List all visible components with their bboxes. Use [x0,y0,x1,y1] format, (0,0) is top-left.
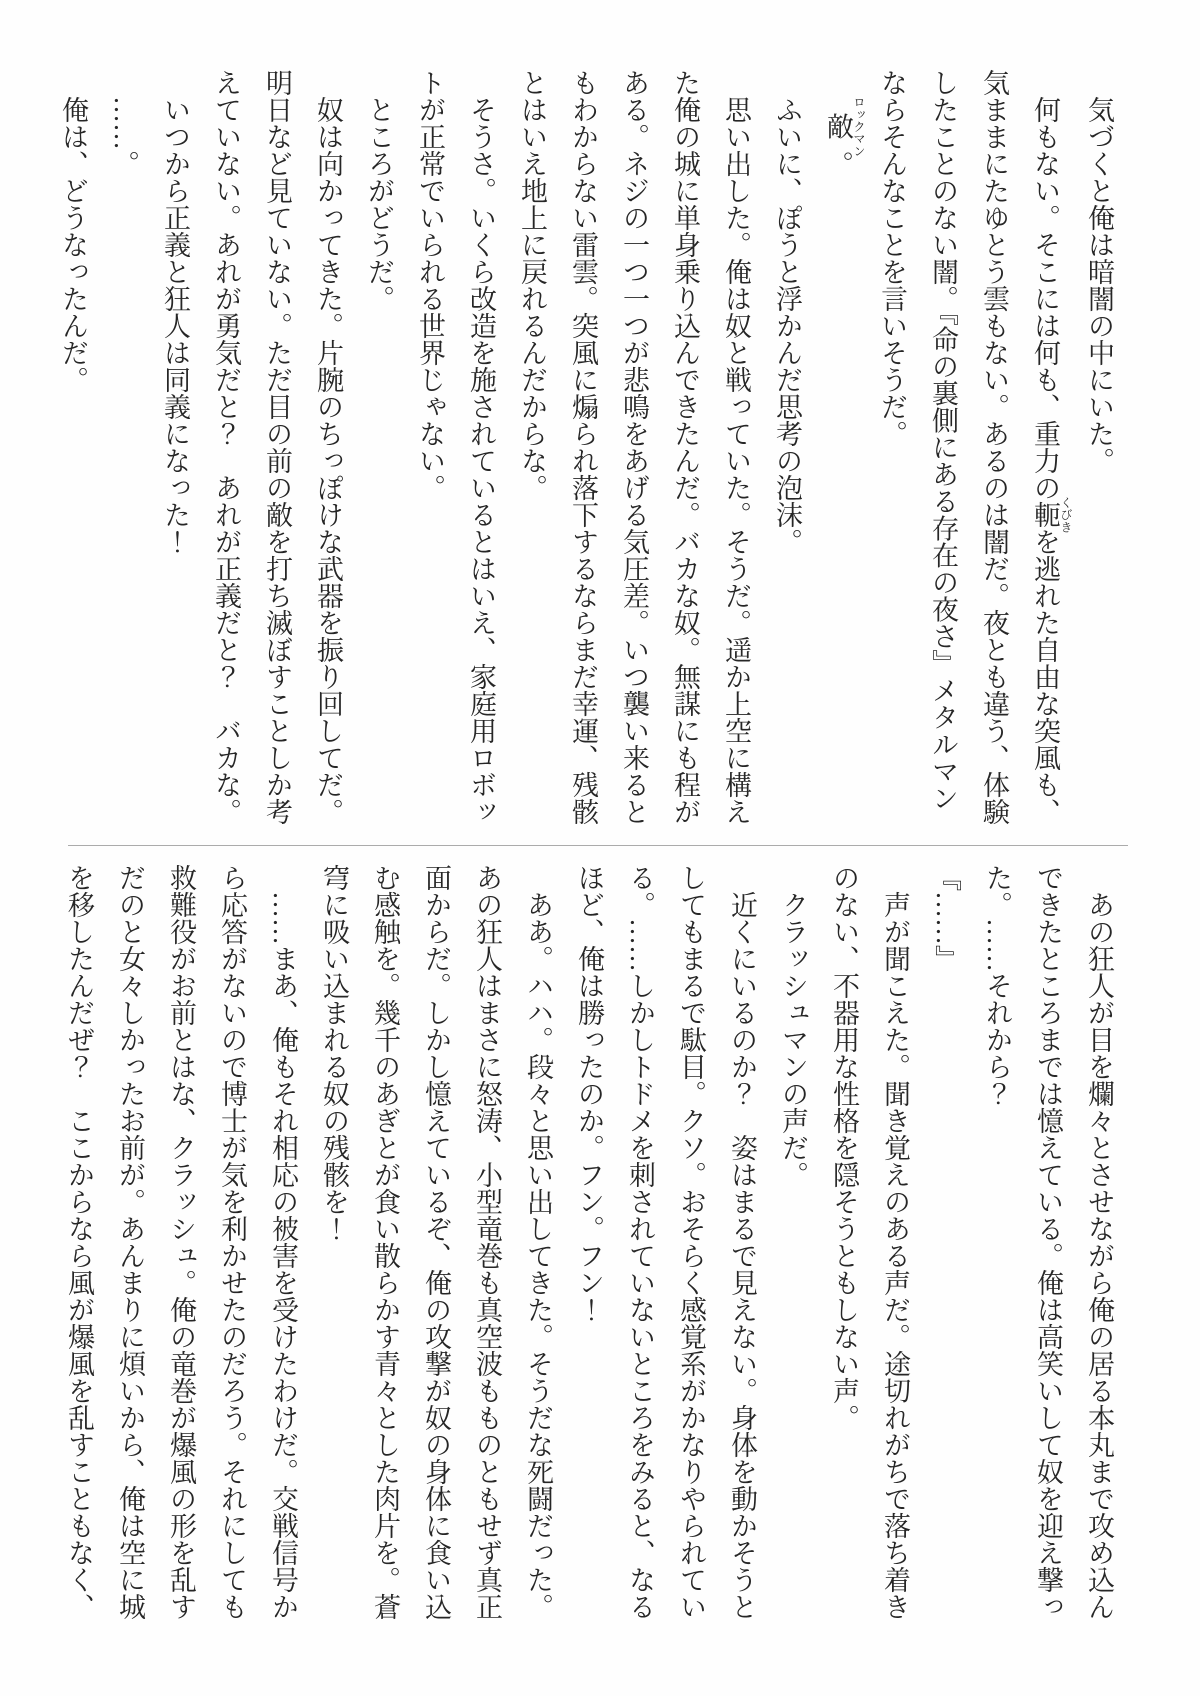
bottom-text-block [53,864,1124,1622]
text-column: た俺の城に単身乗り込んできたんだ。バカな奴。無謀にも程が [670,69,700,825]
text-column: ふいに、ぽうと浮かんだ思考の泡沫。 [772,96,802,555]
text-column: る。……しかしトドメを刺されていないところをみると、なる [625,864,655,1620]
text-column: 敵 ロックマン。 [823,96,866,178]
text-column: ら応答がないので博士が気を利かせたのだろう。それにしても [217,864,247,1620]
text-column: た。……それから？ [982,864,1012,1107]
text-column: いつから正義と狂人は同義になった！ [160,96,190,555]
text-column: 明日など見ていない。ただ目の前の敵を打ち滅ぼすことしか考 [262,69,292,825]
top-text-block [47,69,1124,827]
text-column: 『……』 [931,864,961,972]
text-column: 奴は向かってきた。片腕のちっぽけな武器を振り回してだ。 [313,96,343,825]
text-column: もわからない雷雲。突風に煽られ落下するならまだ幸運、残骸 [568,69,598,825]
text-column: 気づくと俺は暗闇の中にいた。 [1084,96,1114,474]
text-column: してもまるで駄目。クソ。おそらく感覚系がかなりやられてい [676,864,706,1620]
text-column: トが正常でいられる世界じゃない。 [415,69,445,501]
text-column: 俺は、どうなったんだ。 [58,96,88,393]
text-column: したことのない闇。『命の裏側にある存在の夜さ』メタルマン [928,69,958,812]
text-column: ……。 [109,96,139,177]
text-column: ……まあ、俺もそれ相応の被害を受けたわけだ。交戦信号か [268,891,298,1620]
text-column: だのと女々しかったお前が。あんまりに煩いから、俺は空に城 [115,864,145,1620]
text-column: ほど、俺は勝ったのか。フン。フン！ [574,864,604,1323]
text-column: ある。ネジの一つ一つが悲鳴をあげる気圧差。いつ襲い来ると [619,69,649,825]
text-column: できたところまでは憶えている。俺は高笑いして奴を迎え撃っ [1033,864,1063,1620]
text-column: 声が聞こえた。聞き覚えのある声だ。途切れがちで落ち着き [880,891,910,1620]
text-column: ああ。ハハ。段々と思い出してきた。そうだな死闘だった。 [523,891,553,1620]
text-column: 気ままにたゆとう雲もない。あるのは闇だ。夜とも違う、体験 [979,69,1009,825]
text-column: クラッシュマンの声だ。 [778,891,808,1188]
text-column: のない、不器用な性格を隠そうともしない声。 [829,864,859,1431]
text-column: 何もない。そこには何も、重力の軛 くびきを逃れた自由な突風も、 [1030,96,1073,825]
text-column: を移したんだぜ？ ここからなら風が爆風を乱すこともなく、 [64,864,94,1620]
text-column: ならそんなことを言いそうだ。 [877,69,907,447]
ruby-annotation: 軛 くびき [1030,496,1073,533]
text-column: ところがどうだ。 [364,96,394,312]
ruby-annotation: 敵 ロックマン [823,96,866,157]
text-column: 面からだ。しかし憶えているぞ、俺の攻撃が奴の身体に食い込 [421,864,451,1620]
text-column: 穹に吸い込まれる奴の残骸を！ [319,864,349,1242]
text-column: 近くにいるのか？ 姿はまるで見えない。身体を動かそうと [727,891,757,1620]
text-column: あの狂人が目を爛々とさせながら俺の居る本丸まで攻め込ん [1084,891,1114,1620]
text-column: とはいえ地上に戻れるんだからな。 [517,69,547,501]
text-column: あの狂人はまさに怒涛、小型竜巻も真空波もものともせず真正 [472,864,502,1620]
text-column: えていない。あれが勇気だと？ あれが正義だと？ バカな。 [211,69,241,825]
text-column: 救難役がお前とはな、クラッシュ。俺の竜巻が爆風の形を乱す [166,864,196,1620]
text-column: 思い出した。俺は奴と戦っていた。そうだ。遥か上空に構え [721,96,751,825]
text-column: そうさ。いくら改造を施されているとはいえ、家庭用ロボッ [466,96,496,825]
section-divider [68,845,1128,846]
text-column: む感触を。幾千のあぎとが食い散らかす青々とした肉片を。蒼 [370,864,400,1620]
